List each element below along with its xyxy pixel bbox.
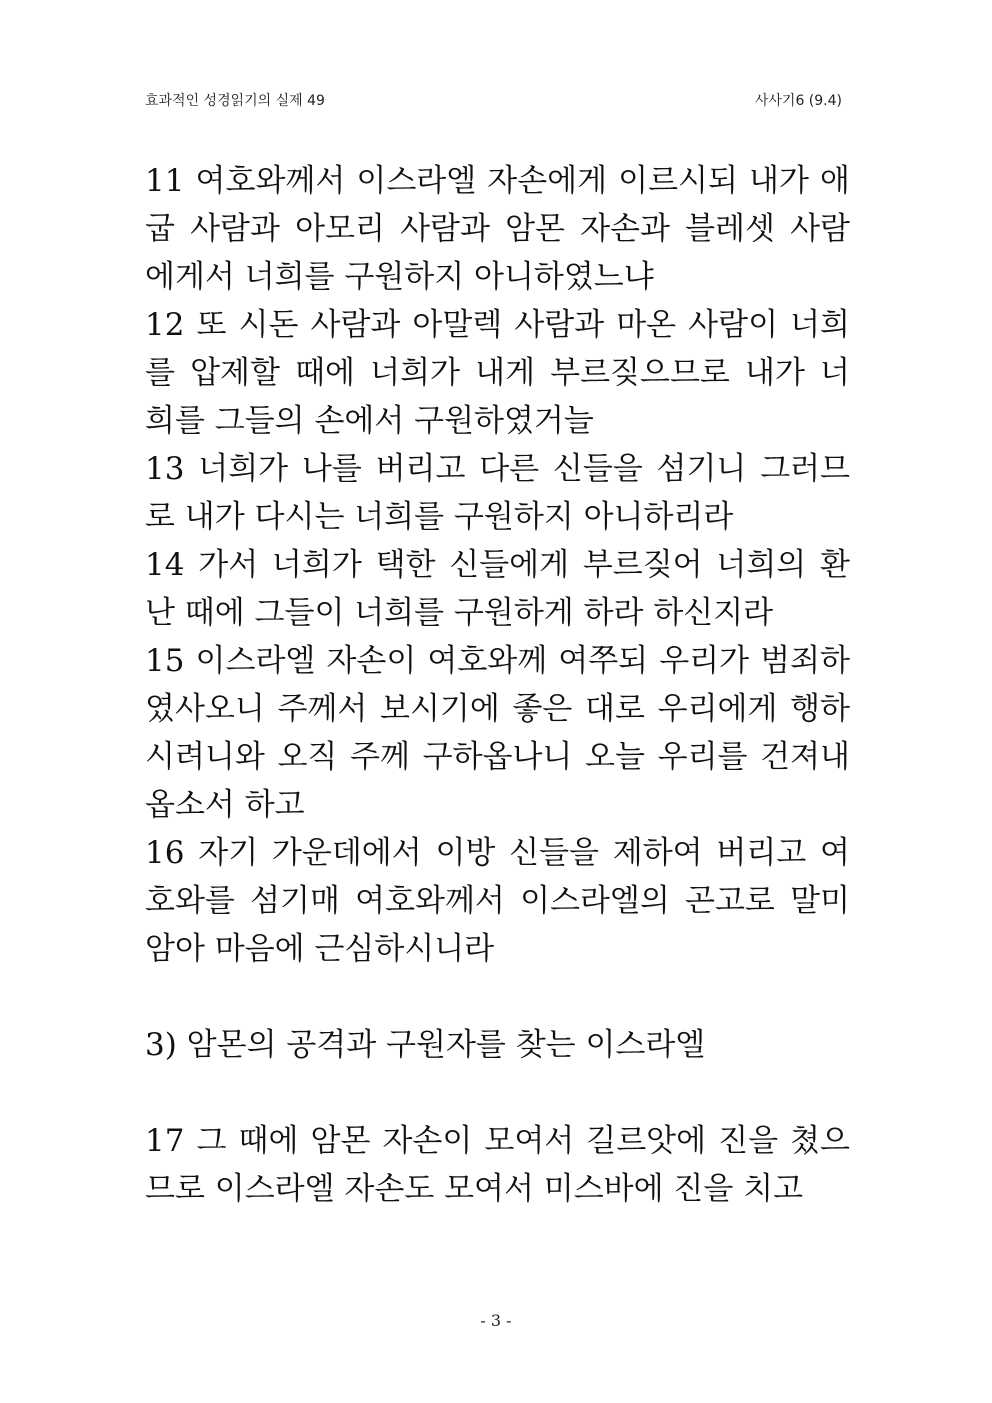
verse-line: 옵소서 하고 — [145, 787, 305, 823]
verse-line: 17 그 때에 암몬 자손이 모여서 길르앗에 진을 쳤으 — [145, 1123, 850, 1159]
verse-line: 난 때에 그들이 너희를 구원하게 하라 하신지라 — [145, 595, 774, 631]
header-book-title: 효과적인 성경읽기의 실제 49 — [145, 93, 325, 109]
verse-line: 를 압제할 때에 너희가 내게 부르짖으므로 내가 너 — [145, 355, 850, 391]
verse-line: 11 여호와께서 이스라엘 자손에게 이르시되 내가 애 — [145, 163, 850, 199]
verse-line: 로 내가 다시는 너희를 구원하지 아니하리라 — [145, 499, 734, 535]
verse-line: 16 자기 가운데에서 이방 신들을 제하여 버리고 여 — [145, 835, 850, 871]
verse-line: 희를 그들의 손에서 구원하였거늘 — [145, 403, 594, 439]
verse-line: 였사오니 주께서 보시기에 좋은 대로 우리에게 행하 — [145, 691, 850, 727]
scripture-body — [145, 157, 850, 1213]
verse-line: 에게서 너희를 구원하지 아니하였느냐 — [145, 259, 654, 295]
spacer — [145, 973, 850, 1021]
spacer — [145, 1069, 850, 1117]
verse-line: 므로 이스라엘 자손도 모여서 미스바에 진을 치고 — [145, 1171, 804, 1207]
verse-line: 호와를 섬기매 여호와께서 이스라엘의 곤고로 말미 — [145, 883, 850, 919]
verse-line: 12 또 시돈 사람과 아말렉 사람과 마온 사람이 너희 — [145, 307, 850, 343]
verse-line: 14 가서 너희가 택한 신들에게 부르짖어 너희의 환 — [145, 547, 850, 583]
verse-line: 시려니와 오직 주께 구하옵나니 오늘 우리를 건져내 — [145, 739, 850, 775]
header-chapter-ref: 사사기6 (9.4) — [754, 93, 842, 109]
section-heading: 3) 암몬의 공격과 구원자를 찾는 이스라엘 — [145, 1027, 706, 1063]
verse-line: 굽 사람과 아모리 사람과 암몬 자손과 블레셋 사람 — [145, 211, 850, 247]
verse-line: 15 이스라엘 자손이 여호와께 여쭈되 우리가 범죄하 — [145, 643, 850, 679]
verse-line: 13 너희가 나를 버리고 다른 신들을 섬기니 그러므 — [145, 451, 850, 487]
page-header — [145, 90, 842, 112]
verse-line: 암아 마음에 근심하시니라 — [145, 931, 495, 967]
page-number: - 3 - — [480, 1311, 512, 1330]
